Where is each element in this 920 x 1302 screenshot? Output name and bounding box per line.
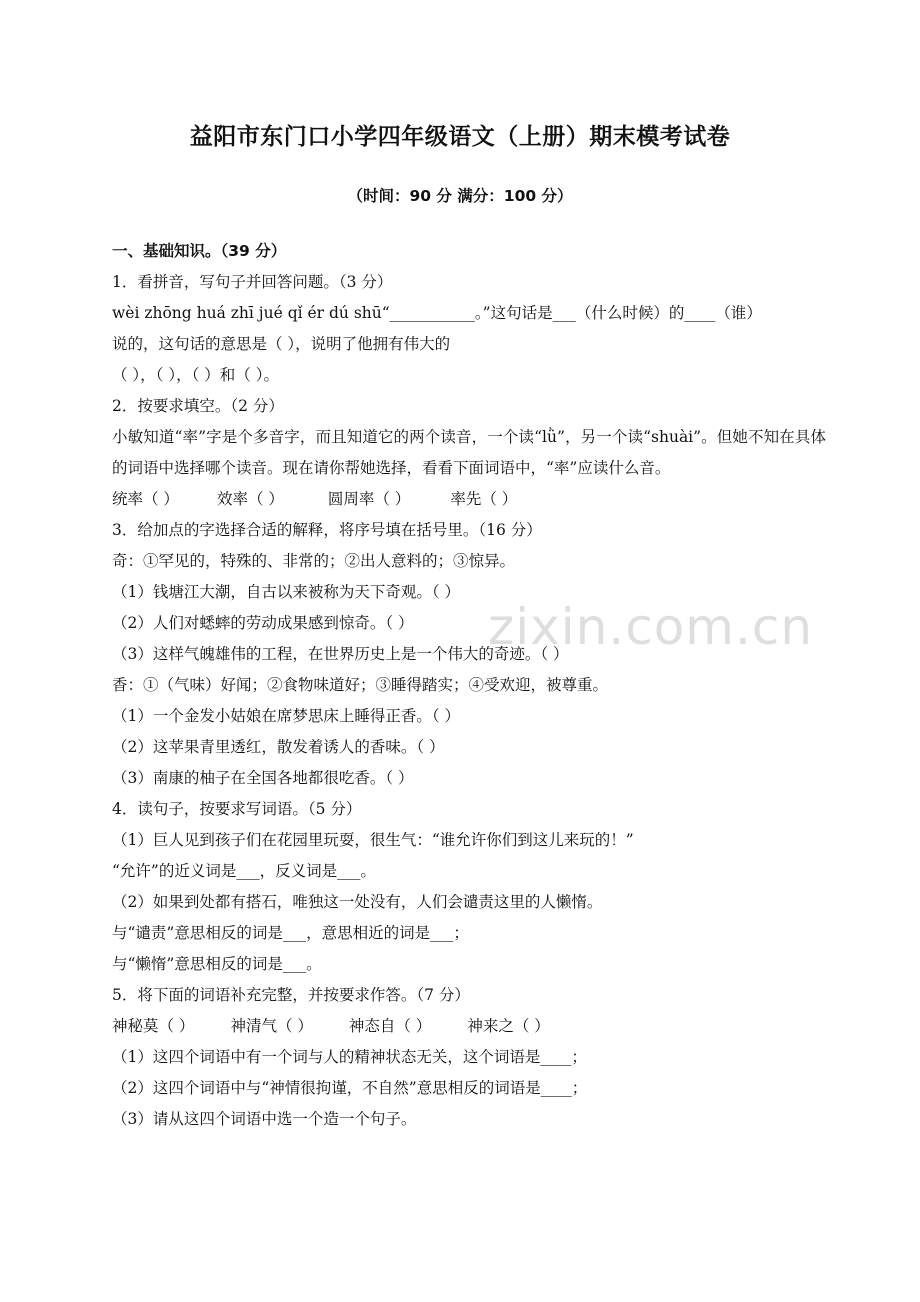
question-5-word-row	[112, 1011, 826, 1042]
qi-item-2: （2）人们对蟋蟀的劳动成果感到惊奇。（ ）	[112, 614, 414, 632]
xiang-item-1: （1）一个金发小姑娘在席梦思床上睡得正香。（ ）	[112, 707, 461, 725]
question-1-heading: 1．看拼音，写句子并回答问题。（3 分）	[112, 273, 393, 291]
question-1-pinyin-line: wèi zhōng huá zhī jué qǐ ér dú shū“___________。”这句话是___（什么时候）的____（谁）	[112, 304, 762, 322]
qi-item-1: （1）钱塘江大潮，自古以来被称为天下奇观。（ ）	[112, 583, 461, 601]
word-item: 神清气（ ）	[230, 1017, 313, 1035]
word-item: 神秘莫（ ）	[112, 1017, 195, 1035]
question-4-line: 与“谴责”意思相反的词是___，意思相近的词是___；	[112, 924, 469, 942]
word-item: 圆周率（ ）	[327, 490, 411, 508]
question-5-line: （1）这四个词语中有一个词与人的精神状态无关，这个词语是____；	[112, 1048, 587, 1066]
question-4-heading: 4．读句子，按要求写词语。（5 分）	[112, 800, 362, 818]
watermark: zixin.com.cn	[488, 598, 814, 656]
question-5-heading: 5．将下面的词语补充完整，并按要求作答。（7 分）	[112, 986, 470, 1004]
question-5-line: （2）这四个词语中与“神情很拘谨，不自然”意思相反的词语是____；	[112, 1079, 588, 1097]
question-2-word-row	[112, 484, 826, 515]
question-1-meaning-line: 说的，这句话的意思是（ ），说明了他拥有伟大的	[112, 335, 451, 353]
question-4-line: 与“懒惰”意思相反的词是___。	[112, 955, 322, 973]
page-title: 益阳市东门口小学四年级语文（上册）期末模考试卷	[189, 124, 731, 150]
word-item: 统率（ ）	[112, 490, 179, 508]
word-item: 神来之（ ）	[467, 1017, 550, 1035]
question-2-heading: 2．按要求填空。（2 分）	[112, 397, 284, 415]
question-5-line: （3）请从这四个词语中选一个造一个句子。	[112, 1110, 417, 1128]
question-4-line: （2）如果到处都有搭石，唯独这一处没有，人们会谴责这里的人懒惰。	[112, 893, 603, 911]
section-heading: 一、基础知识。（39 分）	[112, 242, 287, 260]
xiang-item-2: （2）这苹果青里透红，散发着诱人的香味。（ ）	[112, 738, 445, 756]
question-3-heading: 3．给加点的字选择合适的解释，将序号填在括号里。（16 分）	[112, 521, 542, 539]
word-item: 率先（ ）	[450, 490, 518, 508]
word-item: 神态自（ ）	[348, 1017, 432, 1035]
question-4-line: （1）巨人见到孩子们在花园里玩耍，很生气：“谁允许你们到这儿来玩的！”	[112, 831, 634, 849]
question-1-qualities-line: （ ），（ ），（ ）和（ ）。	[112, 366, 279, 384]
xiang-definition: 香：①（气味）好闻；②食物味道好；③睡得踏实；④受欢迎，被尊重。	[112, 676, 609, 694]
xiang-item-3: （3）南康的柚子在全国各地都很吃香。（ ）	[112, 769, 414, 787]
question-4-line: “允许”的近义词是___，反义词是___。	[112, 862, 376, 880]
word-item: 效率（ ）	[216, 490, 284, 508]
question-2-paragraph: 小敏知道“率”字是个多音字，而且知道它的两个读音，一个读“lǜ”，另一个读“shuài”。但她不知在具体的词语中选择哪个读音。现在请你帮她选择，看看下面词语中，“率”应读什么音。	[112, 428, 826, 477]
exam-content	[112, 236, 826, 1135]
qi-item-3: （3）这样气魄雄伟的工程，在世界历史上是一个伟大的奇迹。（ ）	[112, 645, 569, 663]
exam-time-score: （时间：90 分 满分：100 分）	[347, 187, 573, 205]
qi-definition: 奇：①罕见的，特殊的、非常的；②出人意料的；③惊异。	[112, 552, 516, 570]
